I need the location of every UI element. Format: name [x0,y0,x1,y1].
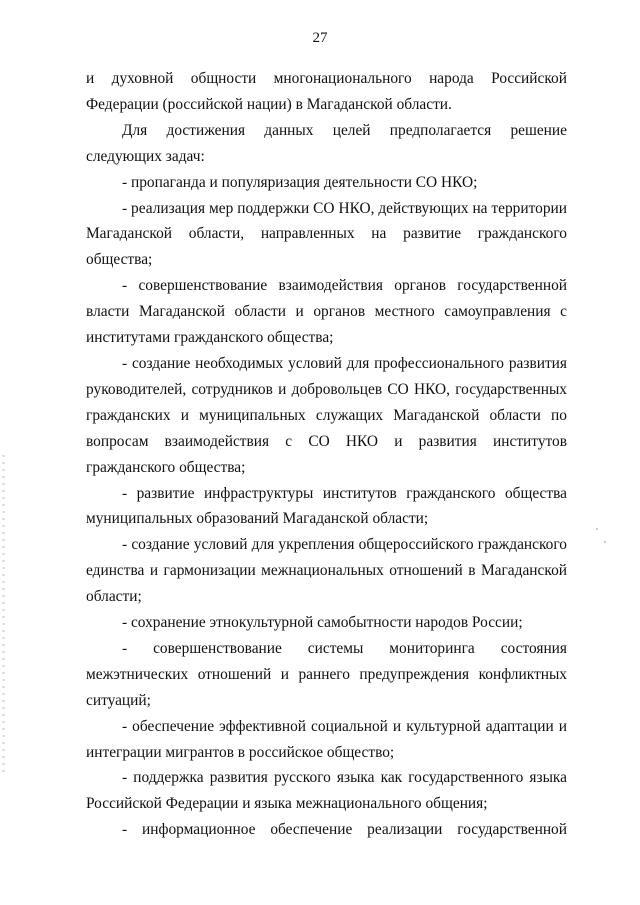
task-item: - пропаганда и популяризация деятельности СО НКО; [122,173,478,191]
paragraph-continuation: и духовной общности многонационального народа Российской Федерации (российской нации) в Магаданской области. [86,70,567,113]
paragraph-intro: Для достижения данных целей предполагается решение следующих задач: [86,121,567,165]
task-item: - создание условий для укрепления общероссийского гражданского единства и гармонизации межнациональных отношений в Магаданской области; [86,536,567,606]
document-body [86,66,567,843]
task-item: - поддержка развития русского языка как государственного языка Российской Федерации и языка межнационального общения; [86,769,567,813]
task-item: - совершенствование взаимодействия органов государственной власти Магаданской области и органов местного самоуправления с институтами гражданского общества; [86,277,567,347]
task-item: - совершенствование системы мониторинга состояния межэтнических отношений и раннего предупреждения конфликтных ситуаций; [86,639,567,709]
scan-edge-artifact [2,455,5,775]
task-item: - сохранение этнокультурной самобытности народов России; [122,614,523,632]
task-item: - реализация мер поддержки СО НКО, действующих на территории Магаданской области, направленных на развитие гражданского общества; [86,199,567,269]
task-item: - развитие инфраструктуры институтов гражданского общества муниципальных образований Магаданской области; [86,484,567,528]
task-item: - создание необходимых условий для профессионального развития руководителей, сотрудников и добровольцев СО НКО, государственных гражданских и муниципальных служащих Магаданской области по вопросам взаимодействия с СО НКО и развития институтов гражданского общества; [86,354,567,476]
page-number: 27 [312,30,328,46]
scan-speck [604,541,606,543]
scan-speck [596,528,598,530]
task-item-continued: - информационное обеспечение реализации государственной [122,821,567,839]
task-item: - обеспечение эффективной социальной и культурной адаптации и интеграции мигрантов в российское общество; [86,717,567,761]
